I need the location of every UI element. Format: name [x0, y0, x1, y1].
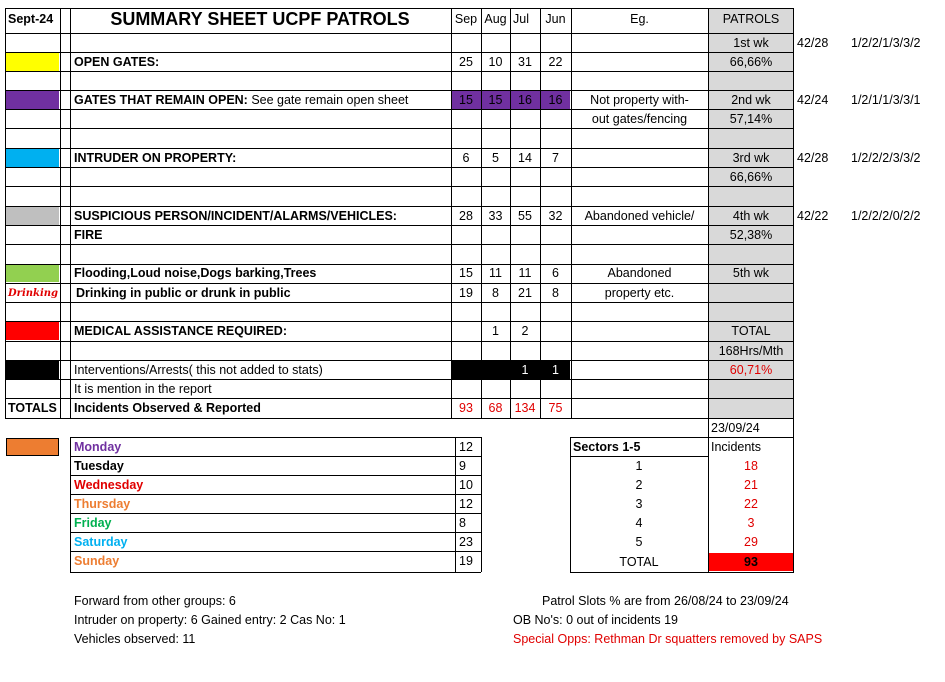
- col-patrols: PATROLS: [722, 12, 780, 26]
- suspicious-sep: 28: [459, 209, 473, 223]
- purple-swatch: [6, 91, 59, 109]
- sector-incidents: 3: [747, 516, 755, 530]
- day-name: Tuesday: [74, 459, 124, 473]
- yellow-swatch: [6, 53, 59, 71]
- suspicious-label: SUSPICIOUS PERSON/INCIDENT/ALARMS/VEHICLES:: [74, 209, 397, 223]
- open-gates-aug: 10: [488, 55, 503, 69]
- interventions-jun: 1: [552, 363, 559, 377]
- gates-open-jul: 16: [518, 93, 532, 107]
- drinking-aug: 8: [492, 286, 499, 300]
- drinking-sep: 19: [459, 286, 473, 300]
- flooding-jun: 6: [552, 266, 559, 280]
- sector-number: 3: [635, 497, 643, 511]
- wk3-ratio: 42/28: [797, 151, 829, 165]
- wk3-detail: 1/2/2/2/3/3/2: [851, 151, 921, 165]
- open-gates-sep: 25: [459, 55, 473, 69]
- gates-open-label-rest: See gate remain open sheet: [247, 93, 409, 107]
- sector-number: 4: [635, 516, 643, 530]
- black-swatch: [6, 361, 59, 379]
- day-count: 12: [459, 440, 473, 454]
- col-sep: Sep: [454, 12, 478, 26]
- sector-incidents: 18: [744, 459, 758, 473]
- medical-jul: 2: [521, 324, 529, 338]
- patrol-wk4: 4th wk: [732, 209, 770, 223]
- patrol-wk2-pct: 57,14%: [729, 112, 773, 126]
- day-count: 23: [459, 535, 473, 549]
- day-count: 8: [459, 516, 466, 530]
- flooding-aug: 11: [489, 266, 502, 280]
- example-line5: property etc.: [604, 286, 675, 300]
- sector-total-label: TOTAL: [619, 555, 659, 569]
- gates-open-aug: 15: [488, 93, 503, 107]
- totals-desc: Incidents Observed & Reported: [74, 401, 261, 415]
- intruder-jul: 14: [518, 151, 532, 165]
- patrol-wk1: 1st wk: [733, 36, 769, 50]
- suspicious-aug: 33: [488, 209, 503, 223]
- open-gates-jul: 31: [518, 55, 532, 69]
- sectors-date: 23/09/24: [711, 421, 760, 435]
- patrol-total-pct: 60,71%: [729, 363, 773, 377]
- totals-sep: 93: [459, 401, 473, 415]
- interventions-jul: 1: [521, 363, 529, 377]
- note-forward: Forward from other groups: 6: [74, 594, 236, 608]
- flooding-sep: 15: [459, 266, 473, 280]
- patrol-total-label: TOTAL: [731, 324, 771, 338]
- patrol-wk5: 5th wk: [732, 266, 770, 280]
- sector-number: 5: [635, 535, 643, 549]
- intruder-aug: 5: [492, 151, 499, 165]
- day-name: Wednesday: [74, 478, 144, 492]
- example-line1: Not property with-: [590, 93, 689, 107]
- blue-swatch: [6, 149, 59, 167]
- wk1-ratio: 42/28: [797, 36, 829, 50]
- day-name: Thursday: [74, 497, 131, 511]
- day-count: 9: [459, 459, 466, 473]
- day-name: Friday: [74, 516, 112, 530]
- note-intruder: Intruder on property: 6 Gained entry: 2 Cas No: 1: [74, 613, 346, 627]
- day-count: 12: [459, 497, 473, 511]
- intruder-jun: 7: [552, 151, 559, 165]
- drinking-label: Drinking in public or drunk in public: [76, 286, 291, 300]
- suspicious-jul: 55: [518, 209, 532, 223]
- month-label: Sept-24: [8, 12, 54, 26]
- patrol-wk3: 3rd wk: [732, 151, 770, 165]
- suspicious-jun: 32: [548, 209, 563, 223]
- gray-swatch: [6, 207, 59, 225]
- example-line3: Abandoned vehicle/: [584, 209, 695, 223]
- totals-aug: 68: [488, 401, 503, 415]
- note-special: Special Opps: Rethman Dr squatters removed by SAPS: [513, 632, 823, 646]
- patrol-wk1-pct: 66,66%: [729, 55, 773, 69]
- sectors-header: Sectors 1-5: [573, 440, 641, 454]
- fire-label: FIRE: [74, 228, 103, 242]
- medical-label: MEDICAL ASSISTANCE REQUIRED:: [74, 324, 287, 338]
- drinking-jul: 21: [518, 286, 532, 300]
- incidents-header: Incidents: [711, 440, 762, 454]
- drinking-swatch-text: Drinking: [8, 288, 58, 299]
- gates-open-jun: 16: [548, 93, 563, 107]
- col-jun: Jun: [545, 12, 566, 26]
- day-name: Sunday: [74, 554, 120, 568]
- day-count: 19: [459, 554, 473, 568]
- flooding-jul: 11: [518, 266, 532, 280]
- day-name: Monday: [74, 440, 122, 454]
- intruder-label: INTRUDER ON PROPERTY:: [74, 151, 237, 165]
- example-line4: Abandoned: [607, 266, 672, 280]
- sector-number: 2: [635, 478, 643, 492]
- page-title: SUMMARY SHEET UCPF PATROLS: [110, 9, 410, 29]
- green-swatch: [6, 264, 59, 282]
- day-count: 10: [459, 478, 473, 492]
- open-gates-jun: 22: [548, 55, 563, 69]
- drinking-jun: 8: [552, 286, 559, 300]
- orange-swatch: [6, 438, 59, 456]
- gates-open-label: [74, 91, 450, 110]
- sector-incidents: 21: [744, 478, 758, 492]
- col-jul: Jul: [513, 12, 529, 26]
- interventions-label: Interventions/Arrests( this not added to stats): [74, 363, 323, 377]
- totals-label: TOTALS: [8, 401, 57, 415]
- col-aug: Aug: [484, 12, 507, 26]
- col-eg: Eg.: [630, 12, 649, 26]
- wk4-ratio: 42/22: [797, 209, 829, 223]
- patrol-wk2: 2nd wk: [731, 93, 771, 107]
- patrol-wk4-pct: 52,38%: [729, 228, 773, 242]
- sector-incidents: 22: [744, 497, 758, 511]
- wk2-detail: 1/2/1/1/3/3/1: [851, 93, 921, 107]
- patrol-hours: 168Hrs/Mth: [718, 344, 784, 358]
- open-gates-label: OPEN GATES:: [74, 55, 160, 69]
- totals-jun: 75: [548, 401, 563, 415]
- medical-aug: 1: [492, 324, 499, 338]
- flooding-label: Flooding,Loud noise,Dogs barking,Trees: [74, 266, 317, 280]
- gates-open-label-bold: GATES THAT REMAIN OPEN:: [74, 93, 248, 107]
- note-vehicles: Vehicles observed: 11: [74, 632, 196, 646]
- sector-total-value: 93: [744, 555, 758, 569]
- mention-label: It is mention in the report: [74, 382, 212, 396]
- wk2-ratio: 42/24: [797, 93, 829, 107]
- example-line2: out gates/fencing: [591, 112, 688, 126]
- gates-open-sep: 15: [459, 93, 473, 107]
- patrol-wk3-pct: 66,66%: [729, 170, 773, 184]
- sector-incidents: 29: [744, 535, 758, 549]
- sector-number: 1: [635, 459, 643, 473]
- day-name: Saturday: [74, 535, 128, 549]
- totals-jul: 134: [514, 401, 536, 415]
- red-swatch: [6, 322, 59, 340]
- intruder-sep: 6: [462, 151, 470, 165]
- note-ob: OB No's: 0 out of incidents 19: [513, 613, 678, 627]
- wk1-detail: 1/2/2/1/3/3/2: [851, 36, 921, 50]
- note-patrol-slots: Patrol Slots % are from 26/08/24 to 23/09/24: [542, 594, 789, 608]
- wk4-detail: 1/2/2/2/0/2/2: [851, 209, 921, 223]
